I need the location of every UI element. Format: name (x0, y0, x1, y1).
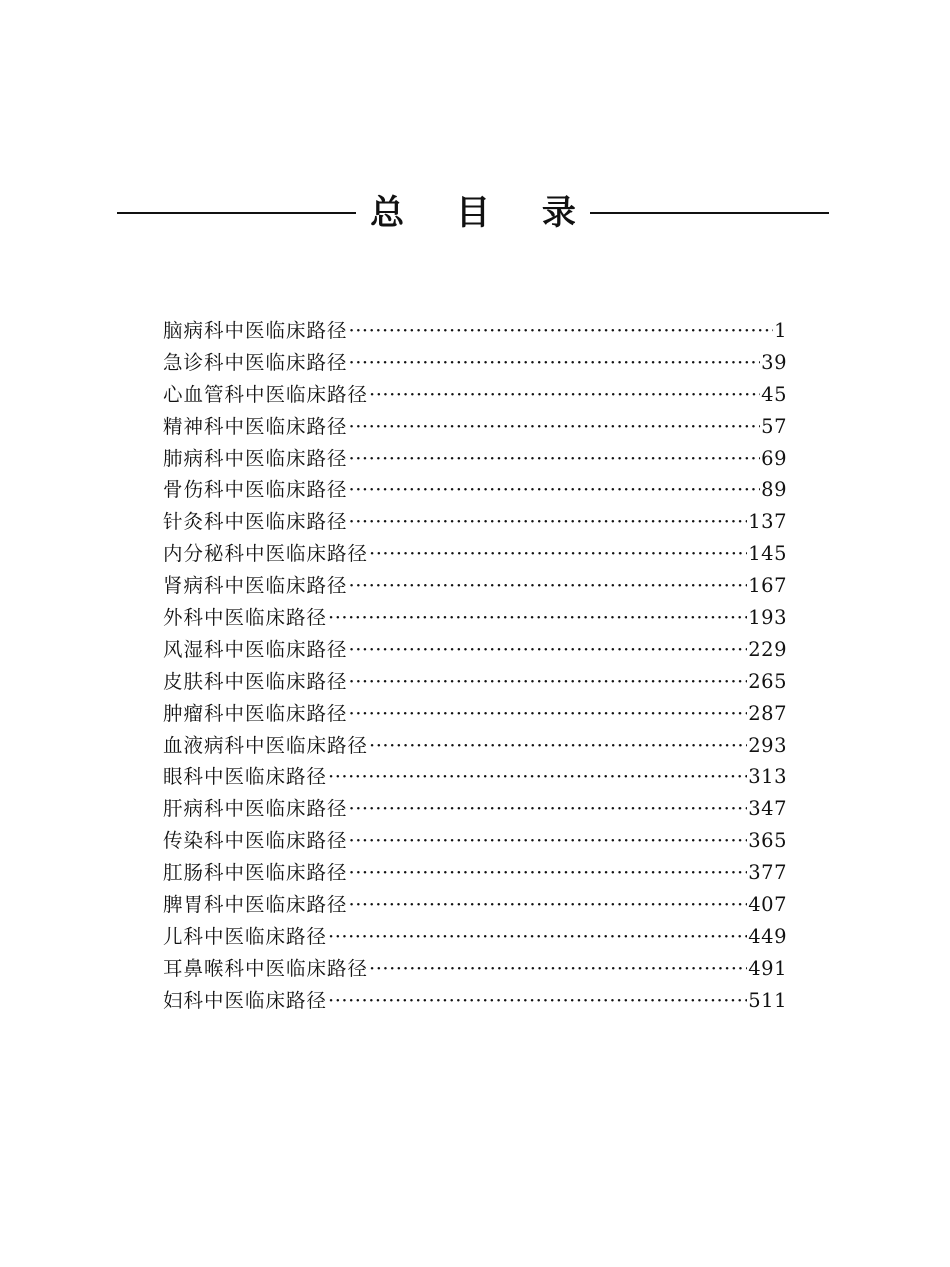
dot-leader (369, 957, 747, 980)
toc-entry-label: 肺病科中医临床路径 (163, 446, 348, 470)
dot-leader (349, 351, 761, 374)
dot-leader (328, 765, 747, 788)
left-rule (117, 212, 356, 214)
dot-leader (349, 861, 748, 884)
toc-entry[interactable] (163, 634, 787, 666)
dot-leader (369, 542, 747, 565)
dot-leader (328, 925, 747, 948)
toc-entry-page: 229 (748, 637, 787, 661)
toc-entry-label: 肛肠科中医临床路径 (163, 861, 348, 885)
toc-entry-page: 89 (761, 478, 787, 502)
toc-entry[interactable] (163, 889, 787, 921)
toc-entry-label: 肾病科中医临床路径 (163, 574, 348, 598)
toc-entry-page: 1 (774, 319, 787, 342)
dot-leader (349, 574, 748, 597)
toc-entry-page: 167 (748, 574, 787, 598)
toc-entry-label: 心血管科中医临床路径 (163, 382, 369, 406)
toc-entry[interactable] (163, 730, 787, 762)
toc-entry-page: 45 (761, 382, 787, 406)
toc-entry[interactable] (163, 602, 787, 634)
dot-leader (349, 670, 748, 693)
toc-entry-label: 妇科中医临床路径 (163, 988, 328, 1012)
toc-entry-label: 急诊科中医临床路径 (163, 350, 348, 374)
toc-entry-page: 265 (748, 669, 787, 693)
toc-entry-label: 肿瘤科中医临床路径 (163, 701, 348, 725)
dot-leader (349, 415, 761, 438)
toc-entry-page: 511 (748, 988, 787, 1012)
toc-entry-label: 血液病科中医临床路径 (163, 733, 369, 757)
page-header (117, 190, 829, 236)
toc-entry[interactable] (163, 666, 787, 698)
toc-entry-label: 精神科中医临床路径 (163, 414, 348, 438)
dot-leader (349, 829, 748, 852)
toc-entry-label: 外科中医临床路径 (163, 606, 328, 630)
toc-entry[interactable] (163, 761, 787, 793)
toc-entry[interactable] (163, 506, 787, 538)
dot-leader (349, 702, 748, 725)
dot-leader (349, 510, 748, 533)
toc-entry[interactable] (163, 793, 787, 825)
dot-leader (349, 797, 748, 820)
dot-leader (349, 478, 761, 501)
toc-entry-page: 69 (761, 446, 787, 470)
table-of-contents (163, 315, 787, 1017)
toc-entry[interactable] (163, 953, 787, 985)
toc-entry-page: 145 (748, 542, 787, 566)
toc-entry-page: 407 (748, 893, 787, 917)
toc-entry[interactable] (163, 315, 787, 347)
toc-entry-label: 耳鼻喉科中医临床路径 (163, 956, 369, 980)
dot-leader (349, 638, 748, 661)
dot-leader (369, 734, 747, 757)
toc-entry-label: 脾胃科中医临床路径 (163, 893, 348, 917)
toc-entry[interactable] (163, 985, 787, 1017)
toc-entry-page: 313 (748, 765, 787, 789)
toc-entry-page: 293 (748, 733, 787, 757)
toc-entry-label: 脑病科中医临床路径 (163, 319, 348, 342)
dot-leader (328, 989, 747, 1012)
toc-entry[interactable] (163, 921, 787, 953)
right-rule (590, 212, 829, 214)
toc-entry[interactable] (163, 474, 787, 506)
toc-entry-label: 眼科中医临床路径 (163, 765, 328, 789)
toc-entry-label: 肝病科中医临床路径 (163, 797, 348, 821)
toc-entry-page: 193 (748, 606, 787, 630)
toc-entry-page: 449 (748, 924, 787, 948)
toc-entry-label: 内分秘科中医临床路径 (163, 542, 369, 566)
toc-entry[interactable] (163, 538, 787, 570)
toc-entry[interactable] (163, 411, 787, 443)
toc-entry[interactable] (163, 443, 787, 475)
toc-entry-label: 皮肤科中医临床路径 (163, 669, 348, 693)
toc-entry-page: 365 (748, 829, 787, 853)
toc-entry-label: 骨伤科中医临床路径 (163, 478, 348, 502)
toc-entry-page: 57 (761, 414, 787, 438)
toc-entry-label: 针灸科中医临床路径 (163, 510, 348, 534)
toc-entry[interactable] (163, 379, 787, 411)
toc-entry-label: 风湿科中医临床路径 (163, 637, 348, 661)
toc-entry-page: 137 (748, 510, 787, 534)
toc-entry[interactable] (163, 698, 787, 730)
dot-leader (349, 319, 774, 342)
toc-entry[interactable] (163, 347, 787, 379)
toc-entry-page: 287 (748, 701, 787, 725)
dot-leader (328, 606, 747, 629)
toc-entry[interactable] (163, 825, 787, 857)
dot-leader (349, 447, 761, 470)
toc-entry-page: 491 (748, 956, 787, 980)
toc-entry-page: 347 (748, 797, 787, 821)
toc-entry-label: 传染科中医临床路径 (163, 829, 348, 853)
page-title: 总 目 录 (370, 193, 596, 233)
toc-entry[interactable] (163, 857, 787, 889)
dot-leader (369, 383, 760, 406)
toc-entry-page: 39 (761, 350, 787, 374)
toc-entry[interactable] (163, 570, 787, 602)
toc-entry-page: 377 (748, 861, 787, 885)
toc-entry-label: 儿科中医临床路径 (163, 924, 328, 948)
dot-leader (349, 893, 748, 916)
